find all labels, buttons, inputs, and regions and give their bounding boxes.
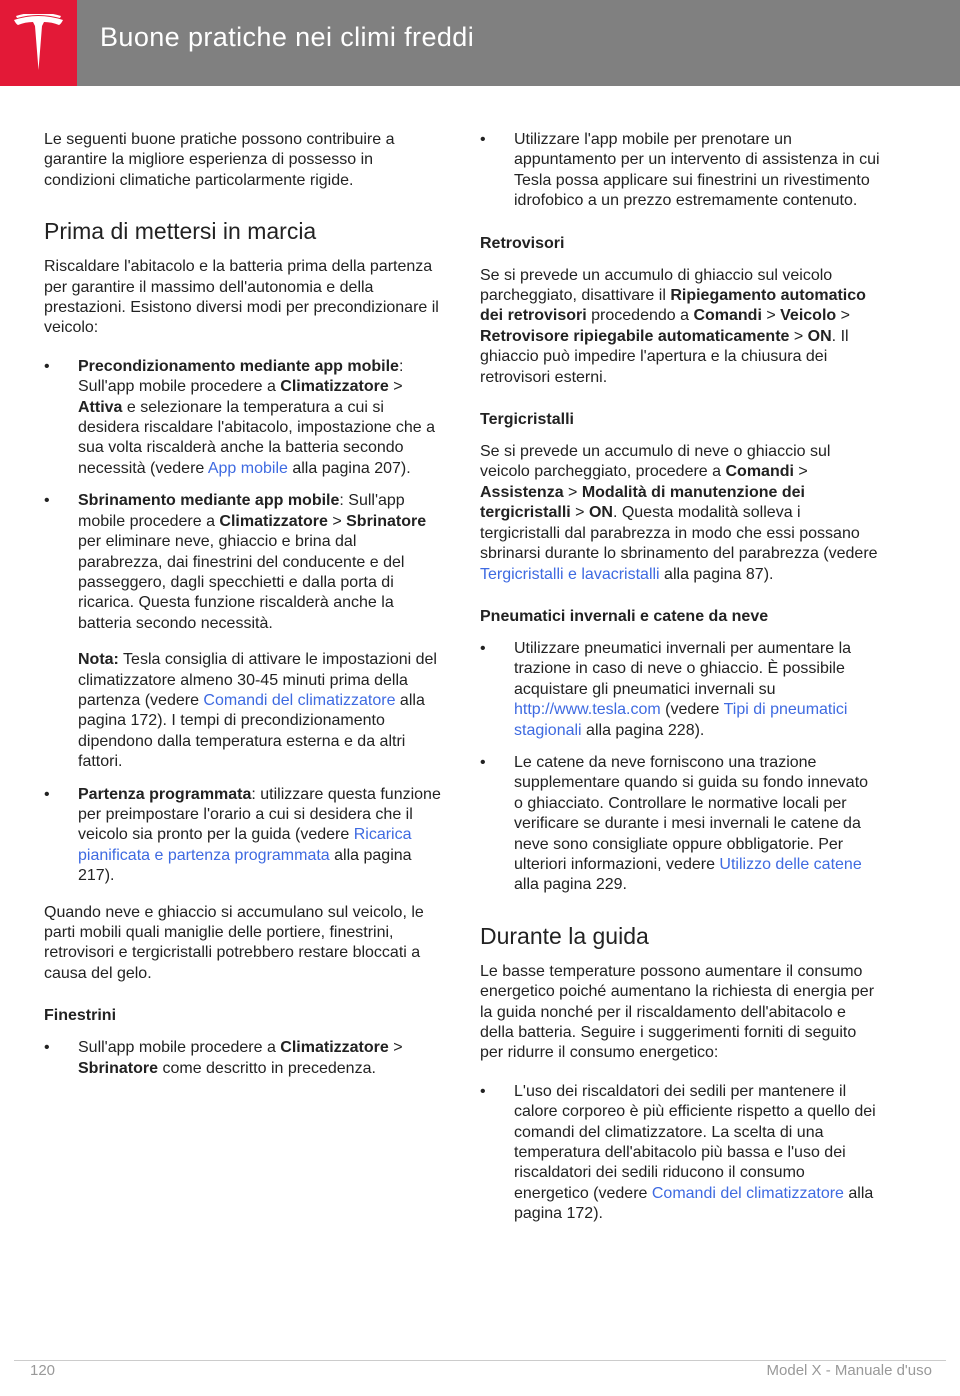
link-wipers[interactable]: Tergicristalli e lavacristalli: [480, 565, 660, 583]
list-item: • Sull'app mobile procedere a Climatizzatore > Sbrinatore come descritto in precedenza.: [44, 1038, 444, 1079]
subheading-tires: Pneumatici invernali e catene da neve: [480, 607, 769, 625]
before-driving-paragraph: Riscaldare l'abitacolo e la batteria prima della partenza per garantire il massimo dell'autonomia e della prestazioni. Esistono diversi modi per precondizionare il veicolo:: [44, 258, 439, 337]
service-list: [480, 130, 880, 212]
list-item: • Partenza programmata: utilizzare questa funzione per preimpostare l'orario a cui si desidera che il veicolo sia pronto per la guida (vedere Ricarica pianificata e partenza programmata alla pagina 217).: [44, 785, 444, 887]
snow-paragraph: Quando neve e ghiaccio si accumulano sul veicolo, le parti mobili quali maniglie delle portiere, finestrini, retrovisori e tergicristalli potrebbero restare bloccati a causa del gelo.: [44, 903, 424, 982]
page-title: Buone pratiche nei climi freddi: [100, 22, 475, 52]
link-climate-controls[interactable]: Comandi del climatizzatore: [203, 691, 396, 709]
list-item: • Precondizionamento mediante app mobile: Sull'app mobile procedere a Climatizzatore > Attiva e selezionare la temperatura a cui si desidera riscaldare l'abitacolo, impostazione che a sua volta riscalderà anche la batteria secondo necessità (vedere App mobile alla pagina 207).: [44, 357, 444, 479]
footer-divider: [14, 1360, 946, 1361]
list-item: • L'uso dei riscaldatori dei sedili per mantenere il calore corporeo è più efficiente rispetto a quello dei comandi del climatizzatore. La scelta di una temperatura dell'abitacolo più bassa e l'uso dei riscaldatori dei sedili riducono il consumo energetico (vedere Comandi del climatizzatore alla pagina 172).: [480, 1082, 880, 1225]
section-heading-before-driving: Prima di mettersi in marcia: [44, 218, 317, 245]
windows-list: [44, 1038, 444, 1079]
list-item: • Le catene da neve forniscono una trazione supplementare quando si guida su fondo innevato o ghiacciato. Controllare le normative locali per verificare se durante i mesi invernali le catene da neve sono consigliate oppure obbligatorie. Per ulteriori informazioni, vedere Utilizzo delle catene alla pagina 229.: [480, 753, 880, 896]
page-header: [0, 0, 960, 86]
link-app-mobile[interactable]: App mobile: [207, 459, 288, 477]
driving-paragraph: Le basse temperature possono aumentare il consumo energetico poiché aumentano la richiesta di energia per la guida nonché per il riscaldamento dell'abitacolo e della batteria. Seguire i suggerimenti forniti di seguito per ridurre il consumo energetico:: [480, 962, 875, 1062]
subheading-windows: Finestrini: [44, 1007, 117, 1025]
right-column: [480, 130, 880, 1241]
link-tesla-website[interactable]: http://www.tesla.com: [514, 701, 661, 719]
list-item: • Utilizzare l'app mobile per prenotare un appuntamento per un intervento di assistenza in cui Tesla possa applicare sui finestrini un rivestimento idrofobico a un prezzo estremamente contenuto.: [480, 130, 880, 212]
subheading-mirrors: Retrovisori: [480, 234, 565, 252]
left-column: [44, 130, 444, 1095]
precondition-list: [44, 357, 444, 634]
subheading-wipers: Tergicristalli: [480, 411, 574, 429]
wipers-paragraph: Se si prevede un accumulo di neve o ghiaccio sul veicolo parcheggiato, procedere a Comandi > Assistenza > Modalità di manutenzione dei tergicristalli > ON. Questa modalità solleva i tergicristalli dal parabrezza in modo che essi possano sbrinarsi durante lo sbrinamento del parabrezza (vedere Tergicristalli e lavacristalli alla pagina 87).: [480, 443, 878, 583]
scheduled-list: [44, 785, 444, 887]
footer-manual-title: Model X - Manuale d'uso: [766, 1362, 932, 1379]
tires-list: [480, 639, 880, 896]
link-seasonal-tires[interactable]: Tipi di pneumatici stagionali: [514, 701, 848, 739]
section-heading-driving: Durante la guida: [480, 922, 649, 949]
tesla-logo: [0, 0, 77, 86]
list-item: • Utilizzare pneumatici invernali per aumentare la trazione in caso di neve o ghiaccio. È possibile acquistare gli pneumatici invernali su http://www.tesla.com (vedere Tipi di pneumatici stagionali alla pagina 228).: [480, 639, 880, 741]
intro-paragraph: Le seguenti buone pratiche possono contribuire a garantire la migliore esperienza di possesso in condizioni climatiche particolarmente rigide.: [44, 131, 395, 189]
link-climate-controls-2[interactable]: Comandi del climatizzatore: [651, 1184, 844, 1202]
mirrors-paragraph: Se si prevede un accumulo di ghiaccio sul veicolo parcheggiato, disattivare il Ripiegamento automatico dei retrovisori procedendo a Comandi > Veicolo > Retrovisore ripiegabile automaticamente > ON. Il ghiaccio può impedire l'apertura e la chiusura dei retrovisori esterni.: [480, 266, 866, 386]
tesla-logo-icon: [12, 14, 65, 72]
page-number: 120: [30, 1362, 56, 1379]
link-scheduled-charging[interactable]: Ricarica pianificata e partenza programmata: [78, 826, 412, 864]
list-item: • Sbrinamento mediante app mobile: Sull'app mobile procedere a Climatizzatore > Sbrinatore per eliminare neve, ghiaccio e brina dal parabrezza, dai finestrini del conducente e del passeggero, dagli specchietti e dalla porta di ricarica. Questa funzione riscalderà anche la batteria secondo necessità.: [44, 491, 444, 634]
driving-list: [480, 1082, 880, 1225]
note-paragraph: Nota: Tesla consiglia di attivare le impostazioni del climatizzatore almeno 30-45 minuti prima della partenza (vedere Comandi del climatizzatore alla pagina 172). I tempi di precondizionamento dipendono dalla temperatura esterna e da altri fattori.: [78, 651, 437, 771]
link-snow-chains[interactable]: Utilizzo delle catene: [719, 855, 862, 873]
